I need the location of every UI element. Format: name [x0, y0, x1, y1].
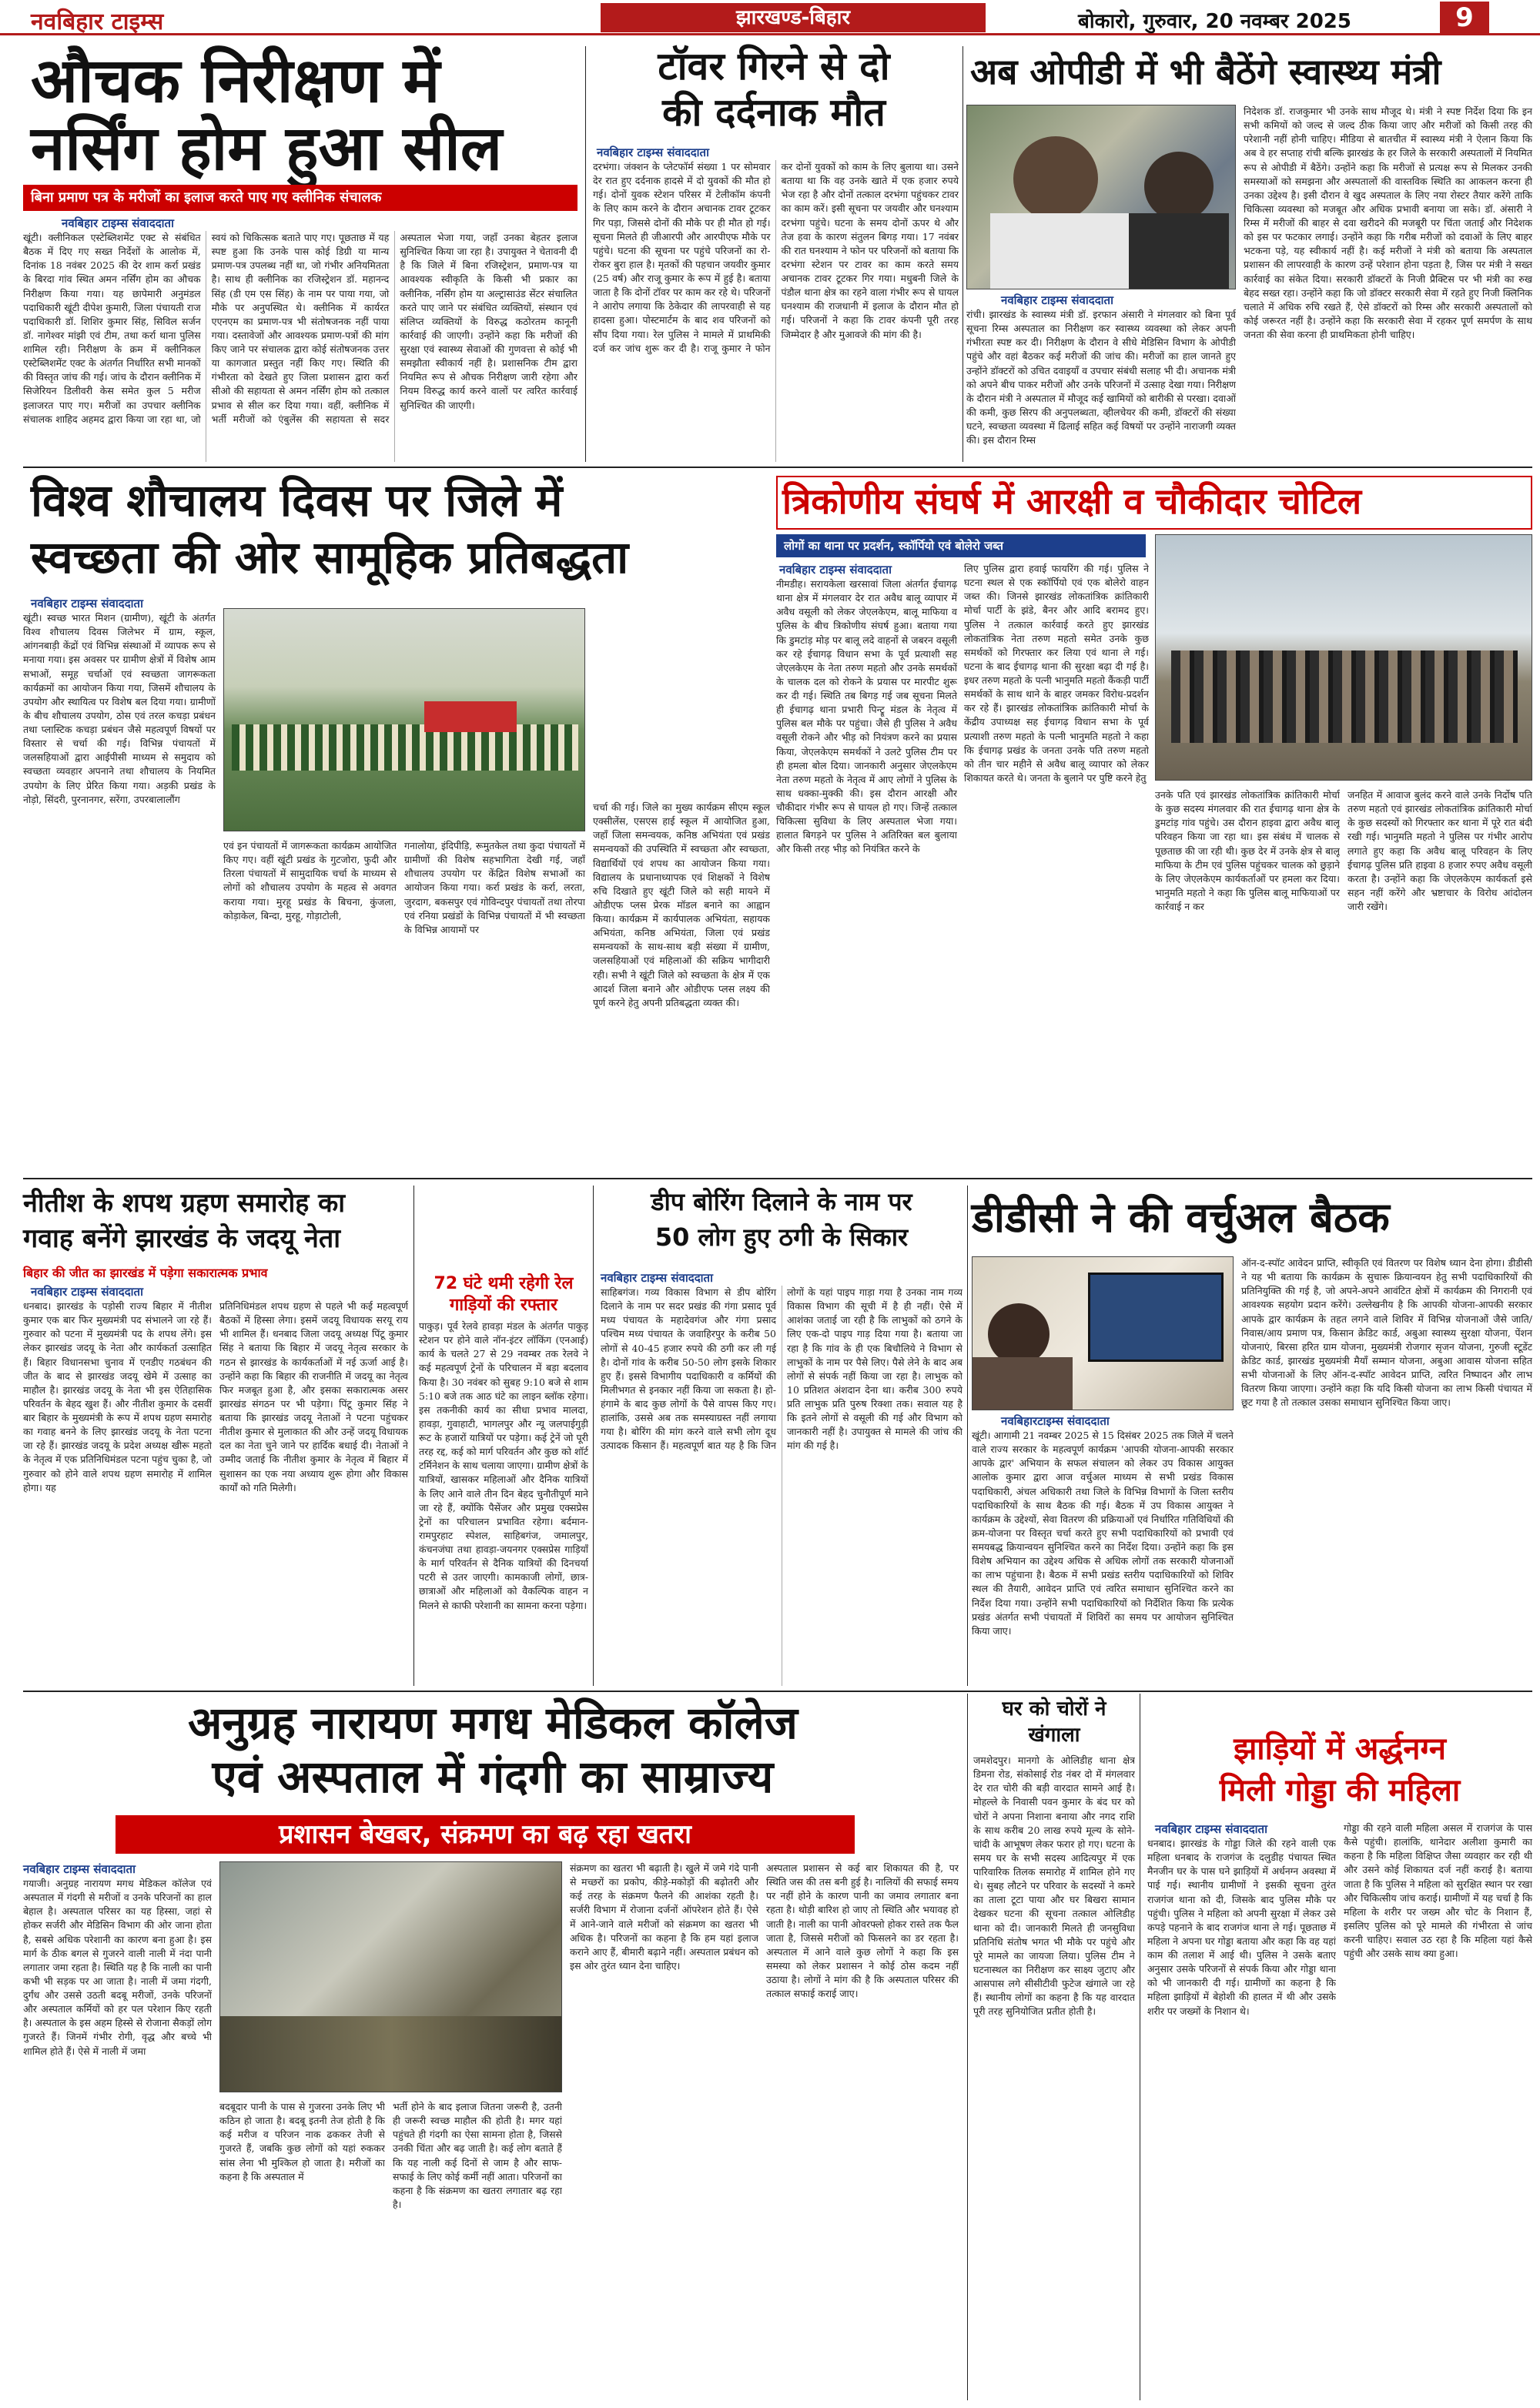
anugrah-body-5: अस्पताल प्रशासन से कई बार शिकायत की है, पर स्थिति जस की तस बनी हुई है। नालियों की सफाई समय पर नहीं होने के कारण पानी का जमाव लगातार बना रहता है। थोड़ी बारिश हो जाए तो स्थिति और भयावह हो जाती है। नाली का पानी ओवरफ्लो होकर रास्ते तक फैल जाता है, जिससे मरीजों को फिसलने का डर रहता है। अस्पताल में आने वाले कुछ लोगों ने कहा कि इस समस्या को लेकर प्रशासन ने कोई ठोस कदम नहीं उठाया है। लोगों ने मांग की है कि अस्पताल परिसर की तत्काल सफाई कराई जाए।: [766, 1862, 959, 2000]
minister-photo: [966, 105, 1236, 289]
woman-body-1: धनबाद। झारखंड के गोड्डा जिले की रहने वाली एक महिला धनबाद के राजगंज के दलुडीह पंचायत स्थित मैनजीन घर के पास घने झाड़ियों में अर्धनग्न अवस्था में पाई गई। स्थानीय ग्रामीणों ने इसकी सूचना तुरंत राजगंज थाना को दी, जिसके बाद पुलिस मौके पर पहुंची। पुलिस ने महिला को अपनी सुरक्षा में लेकर उसे कपड़े पहनाने के बाद राजगंज थाना ले गई। पूछताछ में महिला ने अपना घर गोड्डा बताया और कहा कि वह यहां काम की तलाश में आई थी। पुलिस ने उसके बताए अनुसार उसके परिजनों से संपर्क किया और गोड्डा थाना को भी जानकारी दी गई। ग्रामीणों का कहना है कि महिला झाड़ियों में बेहोशी की हालत में थी और उसके शरीर पर जख्मों के निशान थे।: [1147, 1838, 1336, 2017]
opd-body-2: निदेशक डॉ. राजकुमार भी उनके साथ मौजूद थे। मंत्री ने स्पष्ट निर्देश दिया कि इन सभी कमियों को जल्द से जल्द ठीक किया जाए और मरीजों को किसी तरह की परेशानी नहीं होनी चाहिए। मीडिया से बातचीत में स्वास्थ्य मंत्री ने ऐलान किया कि अब वे हर सप्ताह रांची बल्कि झारखंड के हर जिले के सरकारी अस्पतालों में नियमित रूप से ओपीडी में बैठेंगे। उन्होंने कहा कि मरीजों से प्रत्यक्ष रूप से मिलकर उनकी समस्याओं को समझना और अस्पतालों की वास्तविक स्थिति का आकलन करना ही उनका उद्देश्य है। इसी दौरान वे खुद अस्पताल के लिए नया रोस्टर तैयार करेंगे ताकि चिकित्सा व्यवस्था को मजबूत और अधिक प्रभावी बनाया जा सके। डॉ. अंसारी ने रिम्स में मरीजों की बाहर से दवा खरीदने की मजबूरी पर चिंता जताई और निदेशक को इस पर फटकार लगाई। उन्होंने कहा कि गरीब मरीजों को दवाओं के लिए बाहर भटकना पड़े, यह स्वीकार्य नहीं है। कई मरीजों ने मंत्री को बताया कि अस्पताल प्रशासन की लापरवाही के कारण उन्हें परेशान होना पड़ता है, जिस पर मंत्री ने सख्त कार्रवाई का संकेत दिया। सरकारी डॉक्टरों के निजी प्रैक्टिस पर भी मंत्री का रुख बेहद सख्त रहा। उन्होंने कहा कि जो डॉक्टर सरकारी सेवा में रहते हुए निजी क्लिनिक चलाते में अधिक रुचि रखते हैं, ऐसे डॉक्टरों को रिम्स और सरकारी अस्पतालों को कोई जरूरत नहीं है। उन्होंने कहा कि सरकारी सेवा में रहकर पूर्ण समर्पण के साथ जनता की सेवा करना ही प्राथमिकता होनी चाहिए।: [1244, 105, 1532, 340]
rail-headline-1: 72 घंटे थमी रहेगी रेल: [434, 1274, 574, 1293]
police-station-crowd-photo: [1155, 534, 1532, 781]
divider: [23, 467, 1532, 468]
nursing-headline-1: औचक निरीक्षण में: [31, 45, 440, 116]
page-number: 9: [1440, 2, 1489, 34]
divider: [413, 1186, 414, 1686]
boring-headline-1: डीप बोरिंग दिलाने के नाम पर: [651, 1187, 912, 1216]
nursing-headline-2: नर्सिंग होम हुआ सील: [31, 112, 503, 184]
banner: [424, 701, 517, 732]
person-silhouette: [1144, 152, 1214, 221]
clash-body-2: लिए पुलिस द्वारा हवाई फायरिंग की गई। पुलिस ने घटना स्थल से एक स्कॉर्पियो एवं एक बोलेरो वाहन जब्त की। जिनसे झारखंड लोकतांत्रिक क्रांतिकारी मोर्चा पार्टी के झंडे, बैनर और आदि बरामद हुए। पुलिस ने तत्काल कार्रवाई करते हुए झारखंड लोकतांत्रिक नेता तरुण महतो समेत उनके कुछ समर्थकों को गिरफ्तार कर लिया एवं थाना ले गई। घटना के बाद ईचागढ़ थाना की सुरक्षा बढ़ा दी गई है। इधर तरुण महतो के पत्नी भानुमति महतो कैंकड़ी पार्टी समर्थकों के साथ थाने के बाहर जमकर विरोध-प्रदर्शन कर रहे हैं। झारखंड लोकतांत्रिक क्रांतिकारी मोर्चा के केंद्रीय उपाध्यक्ष सह ईचागढ़ विधान सभा के पूर्व प्रत्याशी तरुण महतो के पत्नी भानुमति महतो ने कहा कि ईचागढ़ प्रखंड के जनता उनके पति तरुण महतो को तीन चार महीने से अवैध बालू व्यापार को लेकर शिकायत करते थे। जनता के बुलाने पर पुष्टि करने हेतु: [964, 563, 1149, 784]
drain-garbage-photo: [219, 1861, 562, 2092]
toilet-headline-2: स्वच्छता की ओर सामूहिक प्रतिबद्धता: [31, 531, 629, 584]
crowd: [1171, 650, 1518, 743]
opd-body-1: रांची। झारखंड के स्वास्थ्य मंत्री डॉ. इरफान अंसारी ने मंगलवार को बिना पूर्व सूचना रिम्स अस्पताल का निरीक्षण कर स्वास्थ्य व्यवस्था को लेकर अपनी गंभीरता स्पष्ट कर दी। निरीक्षण के दौरान वे सीधे मेडिसिन विभाग के ओपीडी पहुंचे और वहां बैठकर कई मरीजों की जांच की। मरीजों का हाल जानते हुए उन्होंने डॉक्टरों को उचित दवाइयाँ व उपचार संबंधी सलाह भी दी। अचानक मंत्री को अपने बीच पाकर मरीजों और उनके परिजनों में उत्साह देखा गया। निरीक्षण के दौरान मंत्री ने अस्पताल में मौजूद कई खामियों को बारीकी से परखा। दवाओं की कमी, कुछ सिरप की अनुपलब्धता, व्हीलचेयर की कमी, डॉक्टरों की संख्या घटने, स्वच्छता व्यवस्था में ढिलाई सहित कई विषयों पर उन्होंने नाराजगी व्यक्त की। इस दौरान रिम्स: [966, 309, 1236, 446]
opd-byline: नवबिहार टाइम्स संवाददाता: [1001, 293, 1113, 307]
ddc-headline: डीडीसी ने की वर्चुअल बैठक: [972, 1193, 1390, 1242]
theft-headline-1: घर को चोरों ने: [1002, 1697, 1106, 1721]
boring-headline-2: 50 लोग हुए ठगी के सिकार: [654, 1222, 909, 1252]
boring-byline: नवबिहार टाइम्स संवाददाता: [601, 1271, 713, 1285]
nitish-headline-2: गवाह बनेंगे झारखंड के जदयू नेता: [23, 1223, 341, 1254]
tower-headline-1: टॉवर गिरने से दो: [658, 44, 890, 89]
nursing-subhead: बिना प्रमाण पत्र के मरीजों का इलाज करते पाए गए क्लीनिक संचालक: [23, 185, 578, 211]
anugrah-headline-2: एवं अस्पताल में गंदगी का साम्राज्य: [212, 1751, 774, 1803]
toilet-body-3: गनालोया, इंदिपीड़ि, रूमुतकेल तथा कुदा पंचायतों में ग्रामीणों की विशेष सहभागिता देखी गई, जहाँ शौचालय उपयोग पर केंद्रित विशेष सभाओं का आयोजन किया गया। कर्रा प्रखंड के कर्रा, लरता, जुरदाग, बकसपुर एवं गोविन्दपुर पंचायतों तथा तोरपा एवं रनिया प्रखंडों के विभिन्न पंचायतों में भी स्वच्छता के विभिन्न आयामों पर: [404, 840, 585, 935]
toilet-headline-1: विश्व शौचालय दिवस पर जिले में: [31, 474, 563, 527]
nitish-body-1: धनबाद। झारखंड के पड़ोसी राज्य बिहार में नीतीश कुमार एक बार फिर मुख्यमंत्री पद संभालने जा रहे हैं। गुरुवार को पटना में मुख्यमंत्री पद के शपथ लेंगे। इस लेकर झारखंड जदयू के नेता और कार्यकर्ता उत्साहित हैं। बिहार विधानसभा चुनाव में एनडीए गठबंधन की जीत के बाद से झारखंड जदयू खेमे में उत्साह का माहौल है। झारखंड जदयू के नेता भी इस ऐतिहासिक परिवर्तन के बेहद खुश हैं। और नीतीश कुमार के दसवीं बार बिहार के मुख्यमंत्री के रूप में शपथ ग्रहण समारोह का गवाह बनने के लिए झारखंड जदयू के नेता पटना जा रहे हैं। झारखंड जदयू के प्रदेश अध्यक्ष खीरू महतो के नेतृत्व में एक प्रतिनिधिमंडल पटना पहुंच चुका है, जो गुरुवार को होने वाले शपथ ग्रहण समारोह में शामिल होगा। यह: [23, 1300, 212, 1493]
drain: [220, 2016, 562, 2092]
divider: [585, 46, 586, 462]
rail-body: पाकुड़। पूर्व रेलवे हावड़ा मंडल के अंतर्गत पाकुड़ स्टेशन पर होने वाले नॉन-इंटर लॉकिंग (एनआई) कार्य के चलते 27 से 29 नवम्बर तक रेलवे ने कई महत्वपूर्ण ट्रेनों के परिचालन में बड़ा बदलाव किया है। 30 नवंबर को सुबह 9:10 बजे से शाम 5:10 बजे तक आठ घंटे का लाइन ब्लॉक रहेगा। इस तकनीकी कार्य का सीधा प्रभाव मालदा, हावड़ा, गुवाहाटी, भागलपुर और न्यू जलपाईगुड़ी रूट के हजारों यात्रियों पर पड़ेगा। कई ट्रेनें जो पूरी तरह रद्द, कई को मार्ग परिवर्तन और कुछ को शॉर्ट टर्मिनेशन के साथ चलाया जाएगा। ग्रामीण क्षेत्रों के यात्रियों, खासकर महिलाओं और दैनिक यात्रियों के लिए आने वाले तीन दिन बेहद चुनौतीपूर्ण माने जा रहे हैं, क्योंकि पैसेंजर और प्रमुख एक्सप्रेस ट्रेनों का परिचालन प्रभावित रहेगा। बर्दमान-रामपुरहाट स्पेशल, साहिबगंज, जमालपुर, कंचनजंघा तथा हावड़ा-जयनगर एक्सप्रेस गाड़ियाँ के मार्ग परिवर्तन से दैनिक यात्रियों की दिनचर्या पटरी से उतर जाएगी। कामकाजी लोगों, छात्र-छात्राओं और महिलाओं को वैकल्पिक वाहन न मिलने से काफी परेशानी का सामना करना पड़ेगा।: [419, 1320, 588, 1611]
toilet-body-4: चर्चा की गई। जिले का मुख्य कार्यक्रम सीएम स्कूल एक्सीलेंस, एसएस हाई स्कूल में आयोजित हुआ, जहाँ जिला समन्वयक, कनिष्ठ अभियंता एवं प्रखंड समन्वयकों की उपस्थिति में स्वच्छ्ता और स्वच्छ्ता, विद्यार्थियों एवं शपथ का आयोजन किया गया। विद्यालय के प्रधानाध्यापक एवं शिक्षकों ने विशेष रुचि दिखाते हुए खूंटी जिले को सही मायने में ओडीएफ प्लस प्रेरक मॉडल बनाने का आह्वान किया। कार्यक्रम में कार्यपालक अभियंता, सहायक अभियंता, कनिष्ठ अभियंता, जिला एवं प्रखंड समन्वयकों के साथ-साथ बड़ी संख्या में ग्रामीण, जलसहियाओं एवं महिलाओं की सक्रिय भागीदारी रही। सभी ने खूंटी जिले को स्वच्छता के क्षेत्र में एक आदर्श जिला बनाने और ओडीएफ प्लस लक्ष्य की पूर्ण करने हेतु अपनी प्रतिबद्धता व्यक्त की।: [593, 801, 770, 1008]
ddc-byline: नवबिहारटाइम्स संवाददाता: [1001, 1414, 1110, 1428]
woman-headline-1: झाड़ियों में अर्द्धनग्न: [1234, 1731, 1446, 1767]
boring-body: साहिबगंज। गव्य विकास विभाग से डीप बोरिंग दिलाने के नाम पर सदर प्रखंड की गंगा प्रसाद पूर्व मध्य पंचायत के महादेवगंज और गंगा प्रसाद पश्चिम मध्य पंचायत के जवाहिरपुर के करीब 50 लोगों से 40-45 हजार रुपये की ठगी कर ली गई है। दोनों गांव के करीब 50-50 लोग इसके शिकार हुए हैं। इससे विभागीय पदाधिकारी व कर्मियों की मिलीभगत से इनकार नहीं किया जा सकता है। हो-हंगामे के बाद कुछ लोगों के पैसे वापस किए गए। हालांकि, उससे अब तक समस्याग्रस्त नहीं लगाया गया है। बोरिंग की मांग करने वाले सभी लोग दूध उत्पादक किसान हैं। महत्वपूर्ण बात यह है कि जिन लोगों के यहां पाइप गाड़ा गया है उनका नाम गव्य विकास विभाग की सूची में है ही नहीं। ऐसे में आशंका जताई जा रही है कि लाभुकों को ठगने के लिए एक-दो पाइप गाड़ दिया गया है। बताया जा रहा है कि गांव के ही एक बिचौलिये ने विभाग से लाभुकों के नाम पर पैसे लिए। पैसे लेने के बाद अब लोगों से संपर्क नहीं किया जा रहा है। लाभुक को 10 प्रतिशत अंशदान देना था। करीब 300 रुपये प्रति लाभुक प्रति पुरुष रिक्शा तक। सवाल यह है कि इतने लोगों से वसूली की गई और विभाग को जानकारी नहीं है। उपायुक्त से मामले की जांच की मांग की गई है।: [601, 1286, 962, 1452]
woman-headline-2: मिली गोड्डा की महिला: [1219, 1773, 1461, 1808]
tower-headline-2: की दर्दनाक मौत: [662, 90, 886, 135]
theft-headline-2: खंगाला: [1028, 1724, 1080, 1747]
tower-body: दरभंगा। जंक्शन के प्लेटफॉर्म संख्या 1 पर सोमवार देर रात हुए दर्दनाक हादसे में दो युवकों की मौत हो गई। दोनों युवक स्टेशन परिसर में टेलीकॉम कंपनी के लिए काम करने के दौरान अचानक टावर टूटकर गिर पड़ा, जिससे दोनों की मौके पर ही मौत हो गई। सूचना मिलते ही जीआरपी और आरपीएफ मौके पर पहुंचे। घटना की सूचना पर पहुंचे परिजनों का रो-रोकर बुरा हाल है। मृतकों की पहचान जयवीर कुमार (25 वर्ष) और राजू कुमार के रूप में हुई है। बताया जाता है कि दोनों टॉवर पर काम कर रहे थे। परिजनों ने आरोप लगाया कि ठेकेदार की लापरवाही से यह हादसा हुआ। पोस्टमार्टम के बाद शव परिजनों को सौंप दिया गया। रेल पुलिस ने मामले में प्राथमिकी दर्ज कर जांच शुरू कर दी है। राजू कुमार ने फोन कर दोनों युवकों को काम के लिए बुलाया था। उसने बताया था कि वह उनके खाते में एक हजार रुपये भेज रहा है और दोनों तत्काल दरभंगा पहुंचकर टावर का काम करें। इसी सूचना पर जयवीर और घनश्याम दरभंगा पहुंचे। घटना के समय दोनों ऊपर थे और तेज हवा के कारण संतुलन बिगड़ गया। 17 नवंबर की रात घनश्याम ने फोन पर परिजनों को बताया कि दरभंगा स्टेशन पर टावर का काम करते समय अचानक टावर टूटकर गिर गया। मधुबनी जिले के पंडौल थाना क्षेत्र का रहने वाला गंभीर रूप से घायल घनश्याम की राजधानी में इलाज के दौरान मौत हो गई। परिजनों ने कहा कि टावर कंपनी पूरी तरह जिम्मेदार है और मुआवजे की मांग की है।: [593, 161, 959, 354]
opd-headline: अब ओपीडी में भी बैठेंगे स्वास्थ्य मंत्री: [970, 51, 1441, 92]
anugrah-body-3: भर्ती होने के बाद इलाज जितना जरूरी है, उतनी ही जरूरी स्वच्छ माहौल की होती है। मगर यहां पहुंचते ही गंदगी का ऐसा सामना होता है, जिससे उनकी चिंता और बढ़ जाती है। कई लोग बताते हैं कि यह नाली कई दिनों से जाम है और साफ-सफाई के लिए कोई कर्मी नहीं आता। परिजनों का कहना है कि संक्रमण का खतरा लगातार बढ़ रहा है।: [393, 2101, 562, 2210]
person-silhouette: [988, 1303, 1050, 1365]
anugrah-subhead: प्रशासन बेखबर, संक्रमण का बढ़ रहा खतरा: [116, 1815, 855, 1854]
woman-byline: नवबिहार टाइम्स संवाददाता: [1155, 1822, 1267, 1836]
toilet-body-2: एवं इन पंचायतों में जागरूकता कार्यक्रम आयोजित किए गए। वहीं खूंटी प्रखंड के गुटजोरा, फुदी और तिरला पंचायतों में सामुदायिक चर्चा के माध्यम से लोगों को शौचालय उपयोग के महत्व से अवगत कराया गया। मुरहू प्रखंड के बिचना, कुंजला, कोड़ाकेल, बिन्दा, मुरहू, गोड़ाटोली,: [223, 840, 397, 921]
section-tag: झारखण्ड-बिहार: [601, 3, 986, 32]
rail-headline-2: गाड़ियों की रफ्तार: [449, 1296, 557, 1315]
toilet-byline: नवबिहार टाइम्स संवाददाता: [31, 597, 143, 610]
person-silhouette: [973, 1357, 1073, 1410]
nursing-body: खूंटी। क्लीनिकल एस्टेब्लिशमेंट एक्ट से संबंधित बैठक में दिए गए सख्त निर्देशों के आलोक में, दिनांक 18 नवंबर 2025 की देर शाम कर्रा प्रखंड के बिरदा गांव स्थित अमन नर्सिंग होम का औचक निरीक्षण किया गया। यह छापेमारी अनुमंडल पदाधिकारी खूंटी दीपेश कुमारी, जिला पंचायती राज पदाधिकारी डॉ. शिशिर कुमार सिंह, सिविल सर्जन डॉ. नागेश्वर मांझी एवं टीम, तथा कर्रा थाना पुलिस शामिल रही। निरीक्षण के क्रम में क्लीनिकल एस्टेब्लिशमेंट एक्ट के अंतर्गत निर्धारित सभी मानकों की विस्तृत जांच की गई। जांच के दौरान क्लीनिक में सिजेरियन डिलीवरी केस समेत कुल 5 मरीज इलाजरत पाए गए। मरीजों का उपचार क्लीनिक संचालक शाहिद अहमद द्वारा किया जा रहा था, जो स्वयं को चिकित्सक बताते पाए गए। पूछताछ में यह स्पष्ट हुआ कि उनके पास कोई डिग्री या मान्य प्रमाण-पत्र उपलब्ध नहीं था, जो गंभीर अनियमितता है। साथ ही क्लीनिक का रजिस्ट्रेशन डॉ. महानन्द सिंह (डी एम एस सिंह) के नाम पर पाया गया, जो मौके पर अनुपस्थित थे। क्लीनिक में कार्यरत एएनएम का प्रमाण-पत्र भी संतोषजनक नहीं पाया गया। दस्तावेजों और आवश्यक प्रमाण-पत्रों की मांग किए जाने पर संचालक द्वारा कोई संतोषजनक उत्तर या कागजात प्रस्तुत नहीं किए गए। स्थिति की गंभीरता को देखते हुए जिला प्रशासन द्वारा कर्रा सीओ की सहायता से अमन नर्सिंग होम को तत्काल प्रभाव से सील कर दिया गया। वहीं, क्लीनिक में भर्ती मरीजों को एंबुलेंस की सहायता से सदर अस्पताल भेजा गया, जहाँ उनका बेहतर इलाज सुनिश्चित किया जा रहा है। उपायुक्त ने चेतावनी दी है कि जिले में बिना रजिस्ट्रेशन, प्रमाण-पत्र या आवश्यक स्वीकृति के किसी भी प्रकार का क्लीनिक, नर्सिंग होम या अल्ट्रासाउंड सेंटर संचालित करते पाए जाने पर संबंधित व्यक्तियों, संस्थान एवं संलिप्त व्यक्तियों के विरुद्ध कठोरतम कानूनी कार्रवाई की जाएगी। उन्होंने कहा कि मरीजों की सुरक्षा एवं स्वास्थ्य सेवाओं की गुणवत्ता से कोई भी समझौता स्वीकार्य नहीं है। प्रशासनिक टीम द्वारा नियमित रूप से औचक निरीक्षण जारी रहेगा और नियम विरुद्ध कार्य करने वालों पर त्वरित कार्रवाई सुनिश्चित की जाएगी।: [23, 232, 578, 425]
dateline: बोकारो, गुरुवार, 20 नवम्बर 2025: [1078, 10, 1351, 33]
newspaper-brand: नवबिहार टाइम्स: [31, 8, 164, 35]
divider: [962, 46, 963, 462]
anugrah-byline: नवबिहार टाइम्स संवाददाता: [23, 1862, 136, 1876]
nitish-body-2: प्रतिनिधिमंडल शपथ ग्रहण से पहले भी कई महत्वपूर्ण बैठकों में हिस्सा लेगा। इसमें जदयू विधायक सरयू राय भी शामिल हैं। धनबाद जिला जदयू अध्यक्ष पिंटू कुमार सिंह ने बताया कि बिहार में जदयू नेतृत्व सरकार के गठन से झारखंड के कार्यकर्ताओं में नई ऊर्जा आई है। उन्होंने कहा कि बिहार की राजनीति में जदयू का नेतृत्व फिर मजबूत हुआ है, और इसका सकारात्मक असर झारखंड संगठन पर भी पड़ेगा। पिंटू कुमार सिंह ने बताया कि झारखंड जदयू नेताओं ने पटना पहुंचकर नीतीश कुमार से मुलाकात की और उन्हें जदयू विधायक दल का नेता चुने जाने पर हार्दिक बधाई दी। नेताओं ने उम्मीद जताई कि नीतीश कुमार के नेतृत्व में बिहार में सुशासन का एक नया अध्याय शुरू होगा और विकास कार्यों को गति मिलेगी।: [219, 1300, 408, 1493]
anugrah-body-1: गयाजी। अनुग्रह नारायण मगध मेडिकल कॉलेज एवं अस्पताल में गंदगी से मरीजों व उनके परिजनों का हाल बेहाल है। अस्पताल परिसर का यह हिस्सा, जहां से होकर सर्जरी और मेडिसिन विभाग की ओर जाना होता है, सबसे अधिक परेशानी का कारण बना हुआ है। इस मार्ग के ठीक बगल से गुजरने वाली नाली में नंदा पानी लगातार जमा रहता है। स्थिति यह है कि नाली का पानी कभी भी सड़क पर आ जाता है। नाली में जमा गंदगी, दुर्गंध और उससे उठती बदबू मरीजों, उनके परिजनों और अस्पताल कर्मियों को हर पल परेशान किए रहती है। अस्पताल के इस अहम हिस्से से रोजाना सैकड़ों लोग गुजरते हैं। जिनमें गंभीर रोगी, वृद्ध और बच्चे भी शामिल होते हैं। ऐसे में नाली में जमा: [23, 1878, 212, 2057]
toilet-body-1: खूंटी। स्वच्छ भारत मिशन (ग्रामीण), खूंटी के अंतर्गत विश्व शौचालय दिवस जिलेभर में ग्राम, स्कूल, आंगनबाड़ी केंद्रों एवं विभिन्न संस्थाओं में व्यापक रूप से मनाया गया। इस अवसर पर ग्रामीण क्षेत्रों में विशेष आम सभाओं, समूह चर्चाओं एवं स्वच्छता जागरूकता कार्यक्रमों का आयोजन किया गया, जिसमें शौचालय के उपयोग और स्थायित्व पर विशेष बल दिया गया। ग्रामीणों के बीच शौचालय उपयोग, ठोस एवं तरल कचड़ा प्रबंधन तथा प्लास्टिक कचड़ा प्रबंधन जैसे महत्वपूर्ण विषयों पर विस्तार से चर्चा की गई। विभिन्न पंचायतों में जलसहियाओं द्वारा आईपीसी माध्यम से समुदाय को स्वच्छता व्यवहार अपनाने तथा शौचालय के नियमित उपयोग के लिए प्रेरित किया गया। अड़की प्रखंड के नोड़ो, सिंदरी, पुरनानगर, सरेंगा, उपरबालालौंग: [23, 612, 216, 805]
nitish-headline-1: नीतीश के शपथ ग्रहण समारोह का: [23, 1188, 346, 1219]
clash-subhead: लोगों का थाना पर प्रदर्शन, स्कॉर्पियो एवं बोलेरो जब्त: [776, 534, 1146, 557]
divider: [23, 1691, 1532, 1692]
monitor-screen: [1088, 1273, 1224, 1362]
anugrah-body-2: बदबूदार पानी के पास से गुजरना उनके लिए भी कठिन हो जाता है। बदबू इतनी तेज होती है कि कई मरीज व परिजन नाक ढककर तेजी से गुजरते हैं, जबकि कुछ लोगों को यहां रुककर सांस लेना भी मुश्किल हो जाता है। मरीजों का कहना है कि अस्पताल में: [219, 2101, 385, 2182]
anugrah-body-4: संक्रमण का खतरा भी बढ़ाती है। खुले में जमे गंदे पानी से मच्छरों का प्रकोप, कीड़े-मकोड़ों की बढ़ोतरी और कई तरह के संक्रमण फैलने की आशंका रहती है। सर्जरी विभाग में रोजाना दर्जनों ऑपरेशन होते हैं। ऐसे में आने-जाने वाले मरीजों को संक्रमण का खतरा भी अधिक है। परिजनों का कहना है कि हम यहां इलाज कराने आए हैं, बीमारी बढ़ाने नहीं। अस्पताल प्रबंधन को इस ओर तुरंत ध्यान देना चाहिए।: [570, 1862, 758, 1972]
person-silhouette: [1013, 136, 1098, 221]
school-rally-photo: [223, 608, 585, 831]
clash-headline: त्रिकोणीय संघर्ष में आरक्षी व चौकीदार चोटिल: [782, 480, 1362, 522]
ddc-body-1: खूंटी। आगामी 21 नवम्बर 2025 से 15 दिसंबर 2025 तक जिले में चलने वाले राज्य सरकार के महत्वपूर्ण कार्यक्रम 'आपकी योजना-आपकी सरकार आपके द्वार' अभियान के सफल संचालन को लेकर उप विकास आयुक्त आलोक कुमार द्वारा आज वर्चुअल माध्यम से सभी प्रखंड विकास पदाधिकारी, अंचल अधिकारी तथा जिले के विभिन्न विभागों के जिला स्तरीय पदाधिकारियों के साथ बैठक की गई। बैठक में उप विकास आयुक्त ने कार्यक्रम के उद्देश्यों, सेवा वितरण की प्रक्रियाओं एवं निर्धारित गतिविधियों की क्रम-योजना पर विस्तृत चर्चा करते हुए सभी पदाधिकारियों को प्रभावी एवं समयबद्ध क्रियान्वयन सुनिश्चित करने का निर्देश दिया। उन्होंने कहा कि इस विशेष अभियान का उद्देश्य अधिक से अधिक लोगों तक सरकारी योजनाओं का लाभ पहुंचाना है। बैठक में सभी प्रखंड स्तरीय पदाधिकारियों को शिविर स्थल की तैयारी, आवेदन प्राप्ति एवं त्वरित समाधान सुनिश्चित करने का निर्देश दिया गया। उन्होंने सभी पदाधिकारियों को निर्देशित किया कि प्रत्येक प्रखंड अंतर्गत सभी पंचायतों में शिविरों का समय पर आयोजन सुनिश्चित किया जाए।: [972, 1430, 1234, 1637]
divider: [593, 1186, 594, 1686]
theft-body: जमशेदपुर। मानगो के ओलिडीह थाना क्षेत्र डिमना रोड, संकोसाई रोड नंबर दो में मंगलवार देर रात चोरी की बड़ी वारदात सामने आई है। मोहल्ले के निवासी पवन कुमार के बंद घर को चोरों ने अपना निशाना बनाया और नगद राशि के साथ करीब 20 लाख रुपये मूल्य के सोने-चांदी के आभूषण लेकर फरार हो गए। घटना के समय घर के सभी सदस्य आदित्यपुर में एक पारिवारिक तिलक समारोह में शामिल होने गए थे। सुबह लौटने पर परिवार के सदस्यों ने कमरे का ताला टूटा पाया और घर बिखरा सामान देखकर घटना की सूचना तत्काल ओलिडीह थाना को दी। जानकारी मिलते ही जनसुविधा प्रतिनिधि संतोष भगत भी मौके पर पहुंचे और पूरे मामले का जायजा लिया। पुलिस टीम ने घटनास्थल का निरीक्षण कर साक्ष्य जुटाए और आसपास लगे सीसीटीवी फुटेज खंगाले जा रहे हैं। स्थानीय लोगों का कहना है कि यह वारदात पूरी तरह सुनियोजित प्रतीत होती है।: [973, 1754, 1135, 2018]
person-silhouette: [990, 213, 1129, 289]
clash-body-1: नीमडीह। सरायकेला खरसावां जिला अंतर्गत ईचागढ़ थाना क्षेत्र में मंगलवार देर रात अवैध बालू व्यापार में अवैध वसूली को लेकर जेएलकेएम, बालू माफिया व पुलिस के बीच त्रिकोणीय संघर्ष हुआ। बताया गया कि डुमटांड़ मोड़ पर बालू लदे वाहनों से जबरन वसूली कर रहे ईचागढ़ विधान सभा के पूर्व प्रत्याशी सह जेएलकेएम के नेता तरुण महतो और उनके समर्थकों के चालक दल को रोकने के प्रयास पर मारपीट शुरू कर दी गई। स्थिति तब बिगड़ गई जब सूचना मिलते ही ईचागढ़ थाना प्रभारी पिन्ट्रू मंडल के नेतृत्व में पुलिस बल मौके पर पहुंचा। जैसे ही पुलिस ने अवैध वसूली रोकने और भीड़ को नियंत्रण करने का प्रयास किया, जेएलकेएम समर्थकों ने उलटे पुलिस टीम पर ही हमला बोल दिया। जानकारी अनुसार जेएलकेएम नेता तरुण महतो के नेतृत्व में आए लोगों ने पुलिस के साथ धक्का-मुक्की की। इस दौरान आरक्षी और चौकीदार गंभीर रूप से घायल हो गए। जिन्हें तत्काल चिकित्सा सुविधा के लिए अस्पताल भेजा गया। हालात बिगड़ने पर पुलिस ने अतिरिक्त बल बुलाया और किसी तरह भीड़ को नियंत्रित करने के: [776, 578, 957, 855]
nitish-subhead: बिहार की जीत का झारखंड में पड़ेगा सकारात्मक प्रभाव: [23, 1266, 268, 1280]
anugrah-headline-1: अनुग्रह नारायण मगध मेडिकल कॉलेज: [188, 1697, 798, 1749]
person-silhouette: [1129, 213, 1229, 289]
divider: [23, 1178, 1532, 1179]
woman-body-2: गोड्डा की रहने वाली महिला असल में राजगंज के पास कैसे पहुंची। हालांकि, थानेदार अलीशा कुमारी का कहना है कि महिला विक्षिप्त जैसा व्यवहार कर रही थी और उसने कोई शिकायत दर्ज नहीं कराई है। बताया जाता है कि पुलिस ने महिला को सुरक्षित स्थान पर रखा और चिकित्सीय जांच कराई। ग्रामीणों में यह चर्चा है कि महिला के शरीर पर जख्म और चोट के निशान हैं, इसलिए पुलिस को पूरे मामले की गंभीरता से जांच करनी चाहिए। सवाल उठ रहा है कि महिला यहां कैसे पहुंची और उसके साथ क्या हुआ।: [1344, 1822, 1532, 1960]
divider: [967, 1186, 968, 1686]
tower-byline: नवबिहार टाइम्स संवाददाता: [597, 145, 709, 159]
virtual-meeting-photo: [972, 1256, 1234, 1410]
clash-byline: नवबिहार टाइम्स संवाददाता: [779, 563, 892, 577]
nursing-byline: नवबिहार टाइम्स संवाददाता: [62, 216, 174, 230]
clash-body-3: उनके पति एवं झारखंड लोकतांत्रिक क्रांतिकारी मोर्चा के कुछ सदस्य मंगलवार की रात ईचागढ़ थाना क्षेत्र के डुमटांड़ गांव पहुंचे। उस दौरान हाइवा द्वारा अवैध बालू परिवहन किया जा रहा था। इस संबंध में चालक से पूछताछ की जा रही थी। कुछ देर में उनके क्षेत्र से बालू माफिया के टीम एवं पुलिस पहुंचकर चालक को छुड़ाने के लिए जेएलकेएम कार्यकर्ताओं पर हमला कर दिया। भानुमति महतो ने कहा कि पुलिस बालू माफियाओं पर कार्रवाई न कर: [1155, 789, 1340, 912]
clash-body-4: जनहित में आवाज बुलंद करने वाले उनके निर्दोष पति तरुण महतो एवं झारखंड लोकतांत्रिक क्रांतिकारी मोर्चा के कुछ सदस्यों को गिरफ्तार कर थाना में पूरे रात बंदी रखी गई। भानुमति महतो ने पुलिस पर गंभीर आरोप लगाते हुए कहा कि अवैध बालू परिवहन के लिए ईचागढ़ पुलिस प्रति हाइवा 8 हजार रुपए अवैध वसूली करता है। उन्होंने कहा कि जेएलकेएम कार्यकर्ता इसे सहन नहीं करेंगे और भ्रष्टाचार के विरोध आंदोलन जारी रखेंगे।: [1348, 789, 1532, 912]
divider: [967, 1694, 968, 2400]
ddc-body-2: ऑन-द-स्पॉट आवेदन प्राप्ति, स्वीकृति एवं वितरण पर विशेष ध्यान देना होगा। डीडीसी ने यह भी बताया कि कार्यक्रम के सुचारू क्रियान्वयन हेतु सभी पदाधिकारियों की प्रतिनियुक्ति की गई है, जो अपने-अपने आवंटित क्षेत्रों में कार्यक्रम की निगरानी एवं आवश्यक सहयोग प्रदान करेंगे। उल्लेखनीय है कि आपकी योजना-आपकी सरकार आपके द्वार कार्यक्रम के तहत लगने वाले शिविर में विभिन्न योजनाओं जैसे जाति/निवास/आय प्रमाण पत्र, किसान क्रेडिट कार्ड, अबुआ स्वास्थ्य सुरक्षा योजना, पेंशन योजनाएं, बिरसा हरित ग्राम योजना, मुख्यमंत्री रोजगार सृजन योजना, गुरुजी स्टूडेंट क्रेडिट कार्ड, झारखंड मुख्यमंत्री मैयाँ सम्मान योजना, अबुआ आवास योजना सहित सभी योजनाओं के लिए ऑन-द-स्पॉट आवेदन प्राप्ति, त्वरित निष्पादन और लाभ वितरण किया जाएगा। उन्होंने कहा कि यदि किसी योजना का लाभ किसी पंचायत में छूट गया है तो तत्काल उसका समाधान सुनिश्चित किया जाए।: [1241, 1257, 1532, 1409]
students-row: [232, 724, 578, 771]
nitish-byline: नवबिहार टाइम्स संवाददाता: [31, 1285, 143, 1299]
